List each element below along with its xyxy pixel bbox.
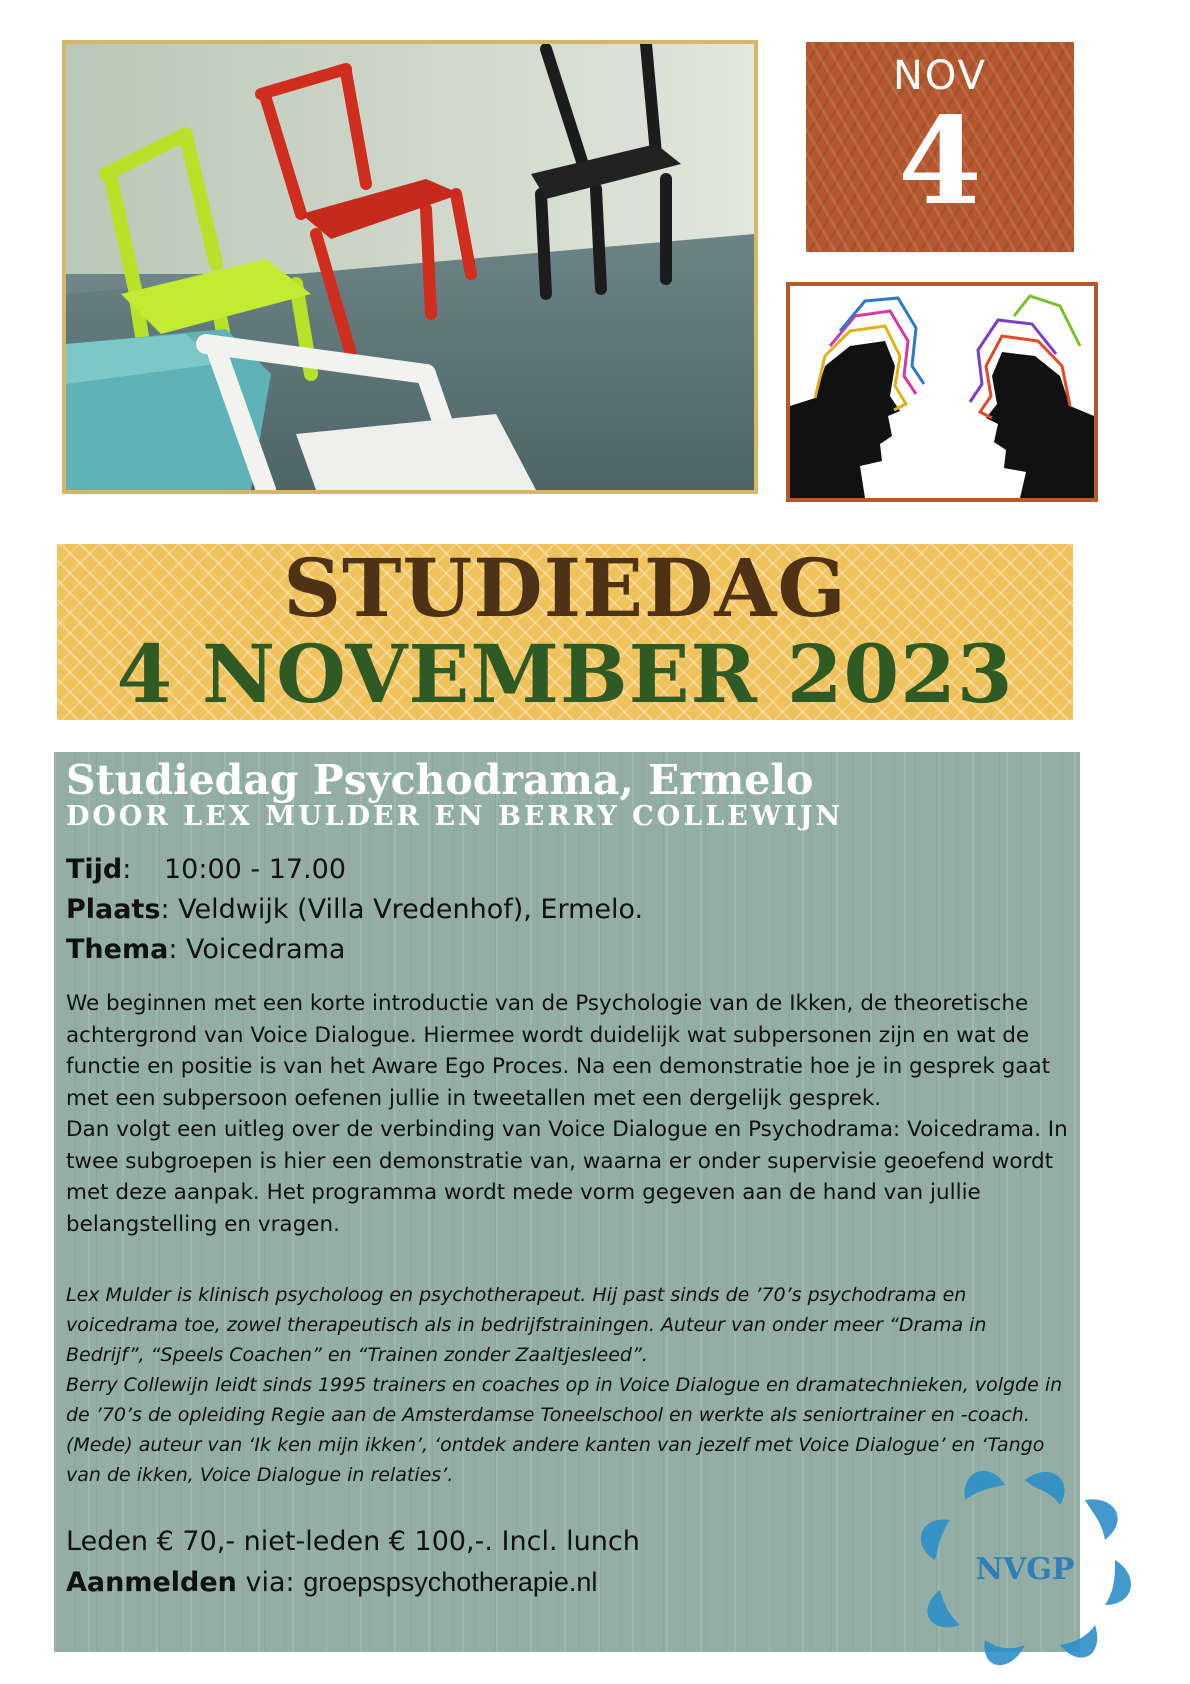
event-description (66, 988, 1068, 1240)
signup-via: via: (245, 1567, 295, 1599)
price-info: Leden € 70,- niet-leden € 100,-. Incl. lunch (66, 1526, 640, 1558)
banner-title: STUDIEDAG (283, 541, 847, 635)
speaker-bios (66, 1280, 1068, 1490)
logo-text: NVGP (975, 1552, 1075, 1587)
place-label: Plaats (66, 894, 161, 926)
event-subtitle: DOOR LEX MULDER EN BERRY COLLEWIJN (66, 801, 844, 833)
place-row: Plaats: Veldwijk (Villa Vredenhof), Ermelo. (66, 894, 644, 926)
theme-value: Voicedrama (186, 934, 346, 966)
theme-label: Thema (66, 934, 169, 966)
date-box (806, 42, 1074, 252)
theme-row: Thema: Voicedrama (66, 934, 346, 966)
chairs-photo (62, 40, 758, 494)
description-paragraph: We beginnen met een korte introductie van de Psychologie van de Ikken, de theoretische achtergrond van Voice Dialogue. Hiermee wordt duidelijk wat subpersonen zijn en wat de functie en positie is van het Aware Ego Proces. Na een demonstratie hoe je in gesprek gaat met een subpersoon oefenen jullie in tweetallen met een dergelijk gesprek. (66, 991, 1051, 1111)
time-row: Tijd: 10:00 - 17.00 (66, 854, 347, 886)
date-month: NOV (892, 53, 988, 99)
chairs-illustration (66, 44, 754, 490)
banner-date: 4 NOVEMBER 2023 (116, 627, 1014, 721)
date-day: 4 (898, 91, 982, 232)
description-paragraph: Dan volgt een uitleg over de verbinding van Voice Dialogue en Psychodrama: Voicedrama. In twee subgroepen is hier een demonstratie van, waarna er onder supervisie geoefend wordt met deze aanpak. Het programma wordt mede vorm gegeven aan de hand van jullie belangstelling en vragen. (66, 1117, 1068, 1237)
event-title: Studiedag Psychodrama, Ermelo (66, 756, 814, 804)
bio-lex-mulder: Lex Mulder is klinisch psycholoog en psychotherapeut. Hij past sinds de ’70’s psychodrama en voicedrama toe, zowel therapeutisch als in bedrijfstrainingen. Auteur van onder meer “Drama in Bedrijf”, “Speels Coachen” en “Trainen zonder Zaaltjesleed”. (66, 1284, 987, 1367)
time-label: Tijd (66, 854, 123, 886)
signup-label: Aanmelden (66, 1567, 237, 1599)
faces-illustration (786, 282, 1098, 502)
title-banner (57, 541, 1073, 721)
bio-berry-collewijn: Berry Collewijn leidt sinds 1995 trainers en coaches op in Voice Dialogue en dramatechnieken, volgde in de ’70’s de opleiding Regie aan de Amsterdamse Toneelschool en werkte als seniortrainer en -coach. (Mede) auteur van ‘Ik ken mijn ikken’, ‘ontdek andere kanten van jezelf met Voice Dialogue’ en ‘Tango van de ikken, Voice Dialogue in relaties’. (66, 1374, 1063, 1487)
place-value: Veldwijk (Villa Vredenhof), Ermelo. (178, 894, 644, 926)
signup-link[interactable]: groepspsychotherapie.nl (303, 1567, 598, 1598)
nvgp-logo (900, 1460, 1150, 1684)
facing-profiles-icon (790, 286, 1094, 498)
time-value: 10:00 - 17.00 (164, 854, 347, 886)
